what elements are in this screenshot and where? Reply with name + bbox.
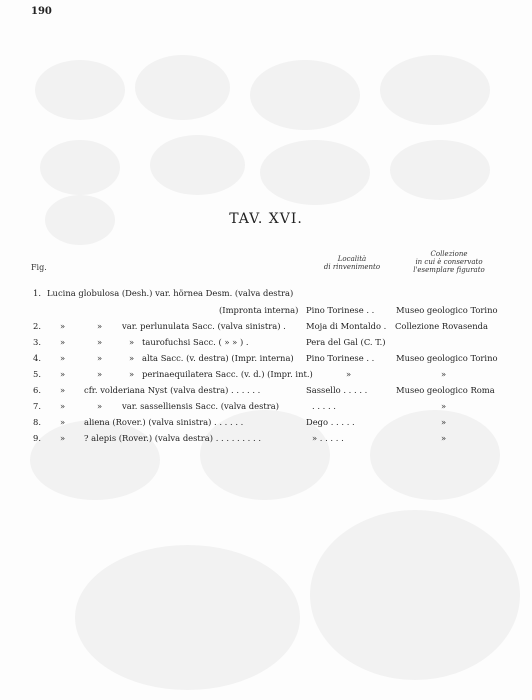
bleed-through-shape	[260, 140, 370, 205]
species-description: cfr. volderiana Nyst (valva destra) . . . . . .	[84, 385, 261, 395]
page-number: 190	[31, 6, 52, 17]
locality-cell: Moja di Montaldo .	[306, 321, 387, 331]
figure-number: 8.	[33, 417, 41, 427]
bleed-through-shape	[30, 420, 160, 500]
ditto-mark: »	[129, 369, 135, 379]
figure-number: 7.	[33, 401, 41, 411]
locality-column-header	[322, 255, 382, 271]
bleed-through-shape	[370, 410, 500, 500]
ditto-mark: »	[60, 433, 66, 443]
collection-cell: »	[441, 369, 447, 379]
locality-header-line: di rinvenimento	[323, 263, 381, 271]
collection-cell: »	[441, 401, 447, 411]
figure-number: 5.	[33, 369, 41, 379]
ditto-mark: »	[97, 353, 103, 363]
figure-number: 4.	[33, 353, 41, 363]
locality-cell: Pino Torinese . .	[306, 305, 375, 315]
species-description: taurofuchsi Sacc. ( » » ) .	[142, 337, 249, 347]
figure-number: 2.	[33, 321, 41, 331]
locality-cell: Pera del Gal (C. T.)	[306, 337, 386, 347]
species-description: var. perlunulata Sacc. (valva sinistra) .	[122, 321, 286, 331]
collection-cell: Collezione Rovasenda	[395, 321, 488, 331]
ditto-mark: »	[97, 337, 103, 347]
locality-cell: . . . . .	[312, 401, 336, 411]
locality-cell: »	[346, 369, 352, 379]
collection-cell: »	[441, 417, 447, 427]
fig-column-header: Fig.	[31, 263, 47, 272]
bleed-through-shape	[35, 60, 125, 120]
species-description: perinaequilatera Sacc. (v. d.) (Impr. int.)	[142, 369, 313, 379]
species-description: var. sasselliensis Sacc. (valva destra)	[122, 401, 280, 411]
collection-cell: Museo geologico Roma	[396, 385, 495, 395]
species-description: ? alepis (Rover.) (valva destra) . . . . . . . . .	[84, 433, 261, 443]
figure-number: 9.	[33, 433, 41, 443]
collection-column-header	[408, 250, 490, 274]
figure-number: 6.	[33, 385, 41, 395]
plate-title: TAV. XVI.	[229, 211, 303, 227]
locality-header-line: Località	[337, 255, 367, 263]
bleed-through-shape	[40, 140, 120, 195]
ditto-mark: »	[60, 337, 66, 347]
species-description: Lucina globulosa (Desh.) var. hörnea Desm. (valva destra)	[47, 288, 294, 298]
collection-cell: Museo geologico Torino	[396, 353, 498, 363]
bleed-through-shape	[390, 140, 490, 200]
collection-header-line: in cui è conservato	[415, 258, 483, 266]
collection-cell: »	[441, 433, 447, 443]
bleed-through-shape	[150, 135, 245, 195]
locality-cell: Pino Torinese . .	[306, 353, 375, 363]
bleed-through-shape	[250, 60, 360, 130]
bleed-through-shape	[380, 55, 490, 125]
ditto-mark: »	[60, 353, 66, 363]
collection-header-line: Collezione	[430, 250, 468, 258]
ditto-mark: »	[60, 385, 66, 395]
ditto-mark: »	[60, 417, 66, 427]
ditto-mark: »	[60, 401, 66, 411]
locality-cell: Sassello . . . . .	[306, 385, 368, 395]
ditto-mark: »	[60, 321, 66, 331]
collection-cell: Museo geologico Torino	[396, 305, 498, 315]
bleed-through-shape	[75, 545, 300, 690]
ditto-mark: »	[97, 369, 103, 379]
ditto-mark: »	[60, 369, 66, 379]
species-description: aliena (Rover.) (valva sinistra) . . . . . .	[84, 417, 244, 427]
bleed-through-shape	[310, 510, 520, 680]
species-description: alta Sacc. (v. destra) (Impr. interna)	[142, 353, 294, 363]
bleed-through-shape	[135, 55, 230, 120]
ditto-mark: »	[129, 337, 135, 347]
figure-number: 3.	[33, 337, 41, 347]
species-description: (Impronta interna)	[219, 305, 299, 315]
ditto-mark: »	[97, 401, 103, 411]
locality-cell: Dego . . . . .	[306, 417, 355, 427]
figure-number: 1.	[33, 288, 41, 298]
locality-cell: » . . . . .	[312, 433, 344, 443]
collection-header-line: l'esemplare figurato	[413, 266, 485, 274]
ditto-mark: »	[129, 353, 135, 363]
ditto-mark: »	[97, 321, 103, 331]
